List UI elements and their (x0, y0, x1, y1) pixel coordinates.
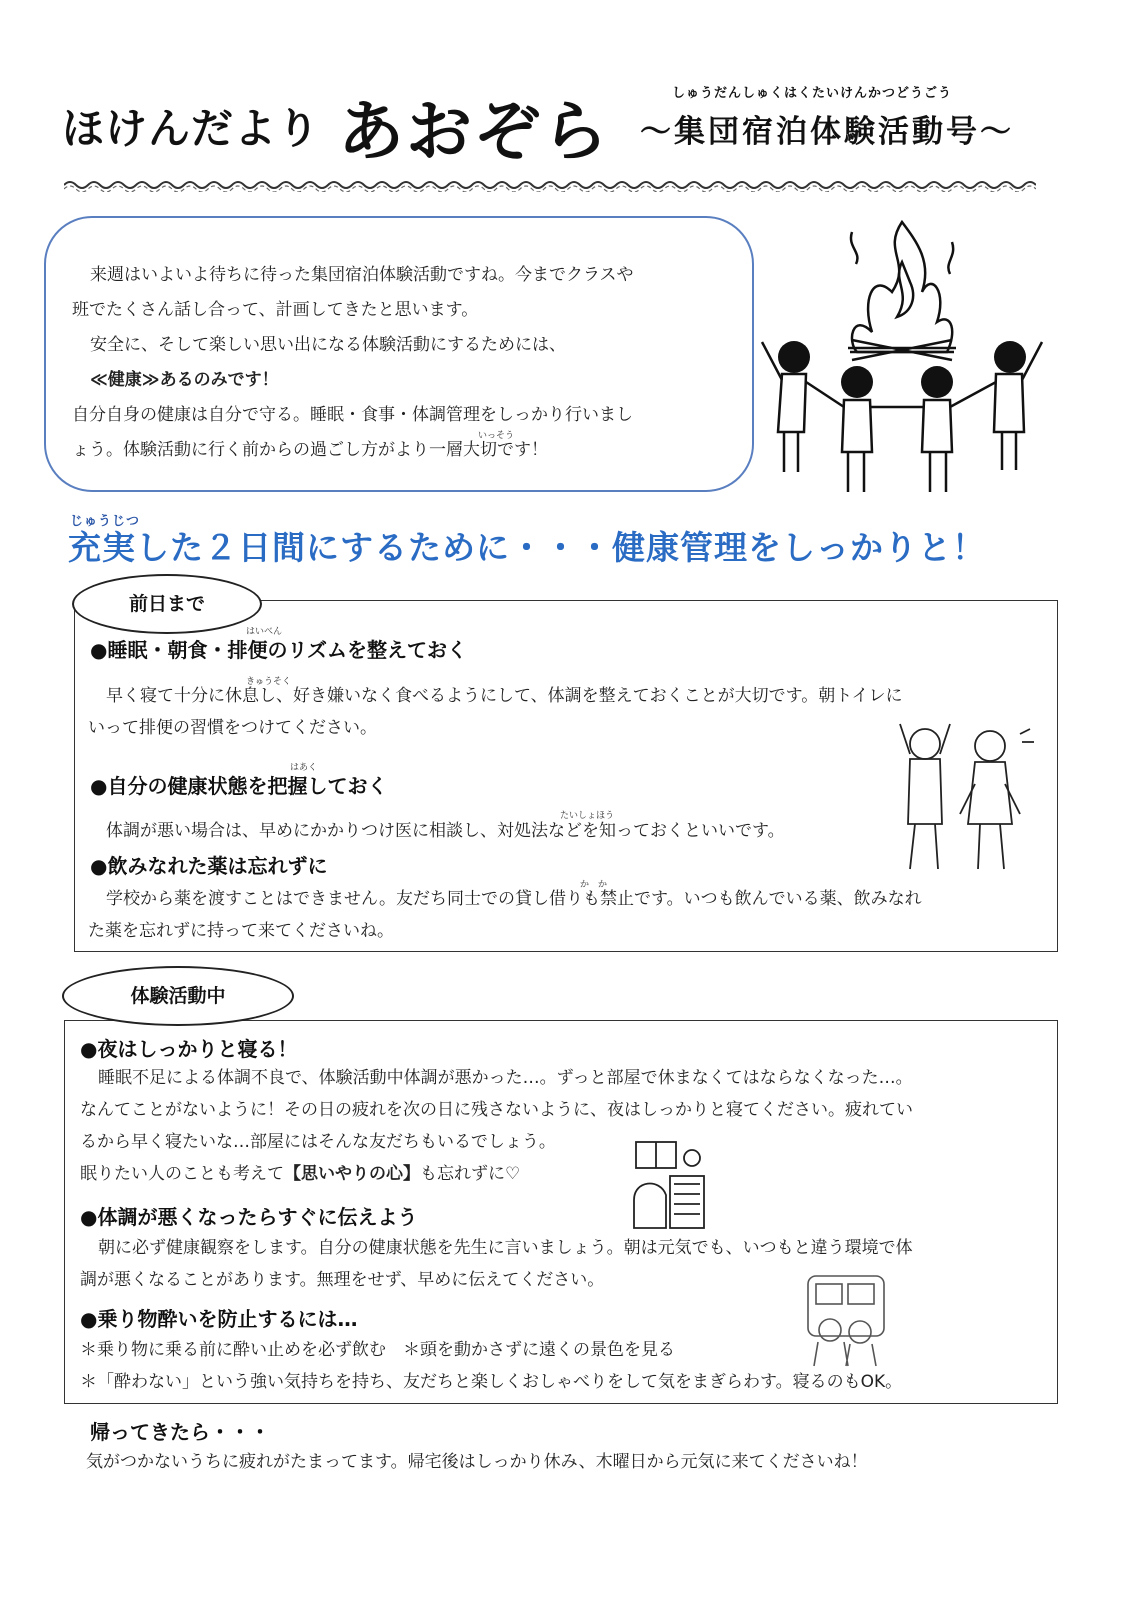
body-ruby: きゅうそく (246, 677, 292, 687)
heading-report-illness: ●体調が悪くなったらすぐに伝えよう (80, 1205, 418, 1229)
sleep-well-text (80, 1062, 1050, 1190)
intro-line: 安全に、そして楽しい思い出になる体験活動にするためには、 (90, 335, 566, 355)
bonfire-children-illustration (752, 202, 1052, 502)
intro-line: 来週はいよいよ待ちに待った集団宿泊体験活動ですね。今までクラスや (90, 265, 634, 285)
medicine-text (88, 883, 1048, 947)
body-line: 体調が悪い場合は、早めにかかりつけ医に相談し、対処法などを知っておくといいです。 (106, 821, 785, 841)
body-line: なんてことがないように！その日の疲れを次の日に残さないように、夜はしっかりと寝てください。疲れてい (80, 1100, 913, 1120)
tip-line: ＊乗り物に乗る前に酔い止めを必ず飲む ＊頭を動かさずに遠くの景色を見る (80, 1340, 675, 1360)
newsletter-label: ほけんだより (62, 104, 321, 153)
body-line: 朝に必ず健康観察をします。自分の健康状態を先生に言いましょう。朝は元気でも、いつもと違う環境で体 (98, 1238, 913, 1258)
body-line: 学校から薬を渡すことはできません。友だち同士での貸し借りも禁止です。いつも飲んでいる薬、飲みなれ (106, 889, 922, 909)
body-line: いって排便の習慣をつけてください。 (88, 718, 377, 738)
care-prefix: 眠りたい人のことも考えて (80, 1164, 284, 1184)
newsletter-title: あおぞら (338, 93, 610, 170)
intro-line: 自分自身の健康は自分で守る。睡眠・食事・体調管理をしっかり行いまし (72, 405, 633, 425)
heading-sleep-well: ●夜はしっかりと寝る！ (80, 1037, 298, 1061)
tab-before-day: 前日まで (72, 574, 262, 634)
body-ruby: か か (580, 880, 608, 890)
intro-message (72, 258, 740, 468)
sleeping-child-illustration (630, 1140, 710, 1230)
tab-during-activity: 体験活動中 (62, 966, 294, 1026)
heading-after-return: 帰ってきたら・・・ (90, 1420, 270, 1444)
heading-ruby: はあく (290, 763, 318, 773)
intro-line: ょう。体験活動に行く前からの過ごし方がより一層大切です！ (72, 440, 548, 460)
intro-ruby: いっそう (478, 431, 515, 441)
heading-motion-sickness: ●乗り物酔いを防止するには… (80, 1307, 358, 1331)
heading-health-status: ●自分の健康状態を把握しておく (90, 774, 388, 798)
body-line: 調が悪くなることがあります。無理をせず、早めに伝えてください。 (80, 1270, 605, 1290)
headline-ruby: じゅうじつ (70, 514, 141, 529)
bus-friends-illustration (800, 1270, 890, 1370)
stretching-children-illustration (880, 714, 1040, 874)
report-illness-text (80, 1232, 1050, 1296)
wave-divider (64, 178, 1036, 192)
body-ruby: たいしょほう (560, 811, 615, 821)
care-line (80, 1158, 1050, 1190)
body-line: た薬を忘れずに持って来てくださいね。 (88, 921, 394, 941)
body-line: 睡眠不足による体調不良で、体験活動中体調が悪かった…。ずっと部屋で休まなくてはならなくなった…。 (98, 1068, 913, 1088)
tip-line: ＊「酔わない」という強い気持ちを持ち、友だちと楽しくおしゃべりをして気をまぎらわす。寝るのもOK。 (80, 1372, 903, 1392)
subtitle-ruby: しゅうだんしゅくはくたいけんかつどうごう (672, 86, 953, 101)
motion-sickness-tips (80, 1334, 1055, 1398)
main-headline: 充実した２日間にするために・・・健康管理をしっかりと！ (68, 528, 986, 567)
issue-subtitle: 〜集団宿泊体験活動号〜 (640, 114, 1014, 150)
heading-medicine: ●飲みなれた薬は忘れずに (90, 854, 328, 878)
care-emphasis: 【思いやりの心】 (284, 1164, 420, 1184)
body-line: 早く寝て十分に休息し、好き嫌いなく食べるようにして、体調を整えておくことが大切です。朝トイレに (106, 686, 903, 706)
intro-line-health: ≪健康≫あるのみです！ (90, 370, 279, 390)
heading-sleep-rhythm: ●睡眠・朝食・排便のリズムを整えておく (90, 638, 468, 662)
after-return-text: 気がつかないうちに疲れがたまってます。帰宅後はしっかり休み、木曜日から元気に来てくださいね！ (86, 1452, 868, 1472)
care-suffix: も忘れずに♡ (420, 1164, 521, 1184)
intro-line: 班でたくさん話し合って、計画してきたと思います。 (72, 300, 479, 320)
heading-ruby: はいべん (246, 627, 283, 637)
body-line: るから早く寝たいな…部屋にはそんな友だちもいるでしょう。 (80, 1132, 556, 1152)
health-status-text (88, 815, 888, 847)
